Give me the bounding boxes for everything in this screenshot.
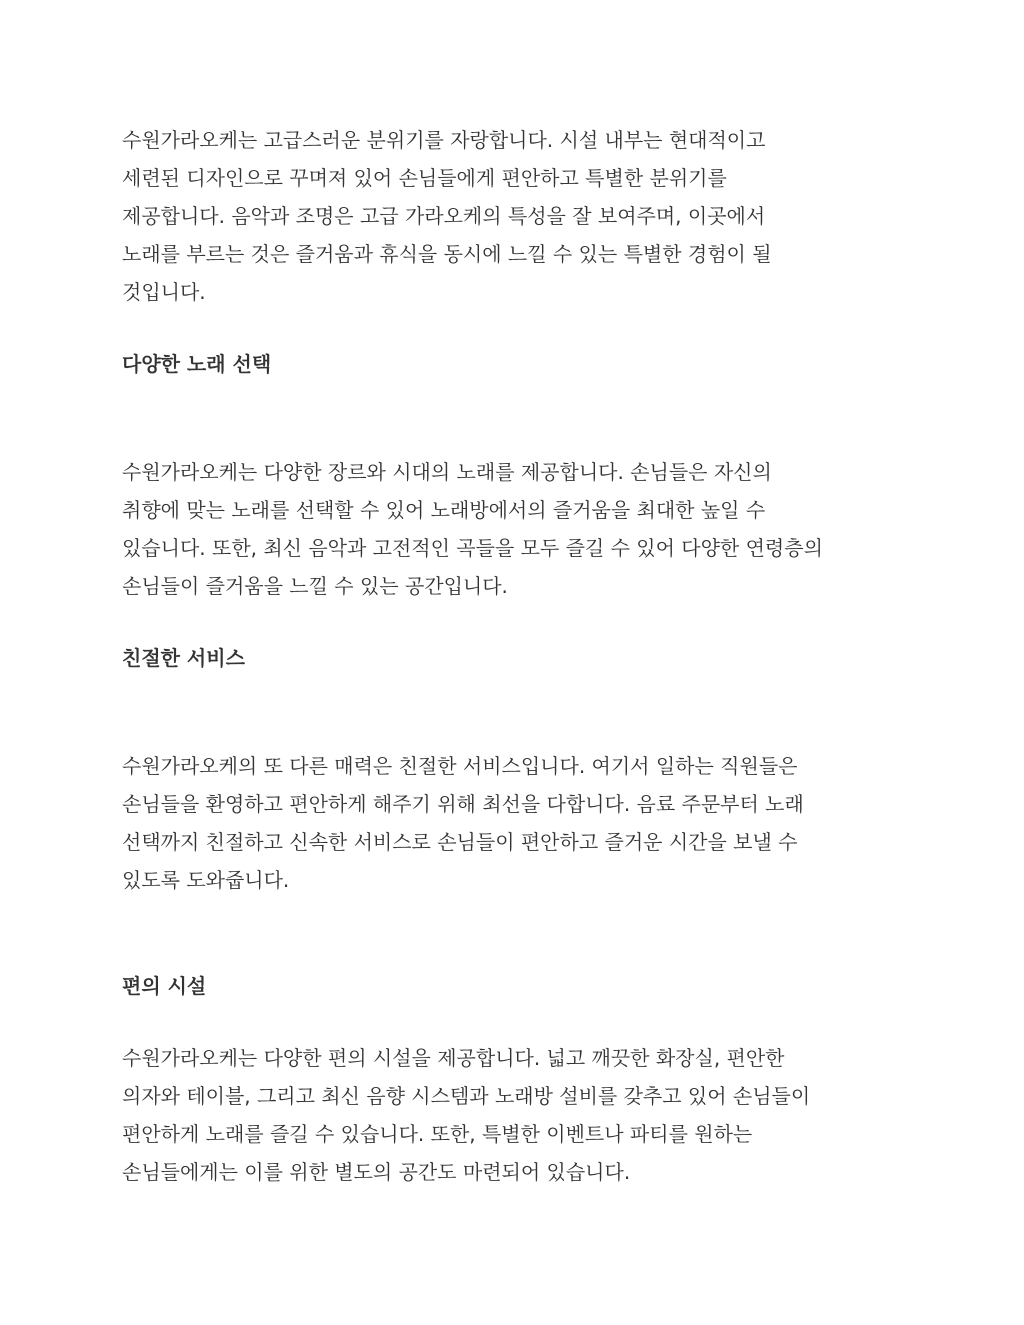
section-heading-friendly-service: 친절한 서비스 <box>122 646 245 670</box>
section-3-line-4: 손님들에게는 이를 위한 별도의 공간도 마련되어 있습니다. <box>122 1160 631 1184</box>
section-2-line-4: 있도록 도와줍니다. <box>122 868 290 892</box>
intro-line-1: 수원가라오케는 고급스러운 분위기를 자랑합니다. 시설 내부는 현대적이고 <box>122 128 766 152</box>
section-1-line-3: 있습니다. 또한, 최신 음악과 고전적인 곡들을 모두 즐길 수 있어 다양한 연령층의 <box>122 536 823 560</box>
intro-line-2: 세련된 디자인으로 꾸며져 있어 손님들에게 편안하고 특별한 분위기를 <box>122 166 727 190</box>
section-heading-song-selection: 다양한 노래 선택 <box>122 352 272 376</box>
section-2-line-1: 수원가라오케의 또 다른 매력은 친절한 서비스입니다. 여기서 일하는 직원들은 <box>122 754 798 778</box>
section-heading-facilities: 편의 시설 <box>122 974 207 998</box>
section-2-line-3: 선택까지 친절하고 신속한 서비스로 손님들이 편안하고 즐거운 시간을 보낼 수 <box>122 830 798 854</box>
section-1-line-4: 손님들이 즐거움을 느낄 수 있는 공간입니다. <box>122 574 508 598</box>
section-1-line-1: 수원가라오케는 다양한 장르와 시대의 노래를 제공합니다. 손님들은 자신의 <box>122 460 772 484</box>
section-1-line-2: 취향에 맞는 노래를 선택할 수 있어 노래방에서의 즐거움을 최대한 높일 수 <box>122 498 766 522</box>
section-3-line-1: 수원가라오케는 다양한 편의 시설을 제공합니다. 넓고 깨끗한 화장실, 편안한 <box>122 1046 785 1070</box>
section-2-line-2: 손님들을 환영하고 편안하게 해주기 위해 최선을 다합니다. 음료 주문부터 노래 <box>122 792 804 816</box>
section-3-line-2: 의자와 테이블, 그리고 최신 음향 시스템과 노래방 설비를 갖추고 있어 손님들이 <box>122 1084 811 1108</box>
intro-line-4: 노래를 부르는 것은 즐거움과 휴식을 동시에 느낄 수 있는 특별한 경험이 될 <box>122 242 772 266</box>
intro-line-5: 것입니다. <box>122 280 206 304</box>
document-page <box>122 0 922 1325</box>
section-3-line-3: 편안하게 노래를 즐길 수 있습니다. 또한, 특별한 이벤트나 파티를 원하는 <box>122 1122 753 1146</box>
intro-line-3: 제공합니다. 음악과 조명은 고급 가라오케의 특성을 잘 보여주며, 이곳에서 <box>122 204 766 228</box>
